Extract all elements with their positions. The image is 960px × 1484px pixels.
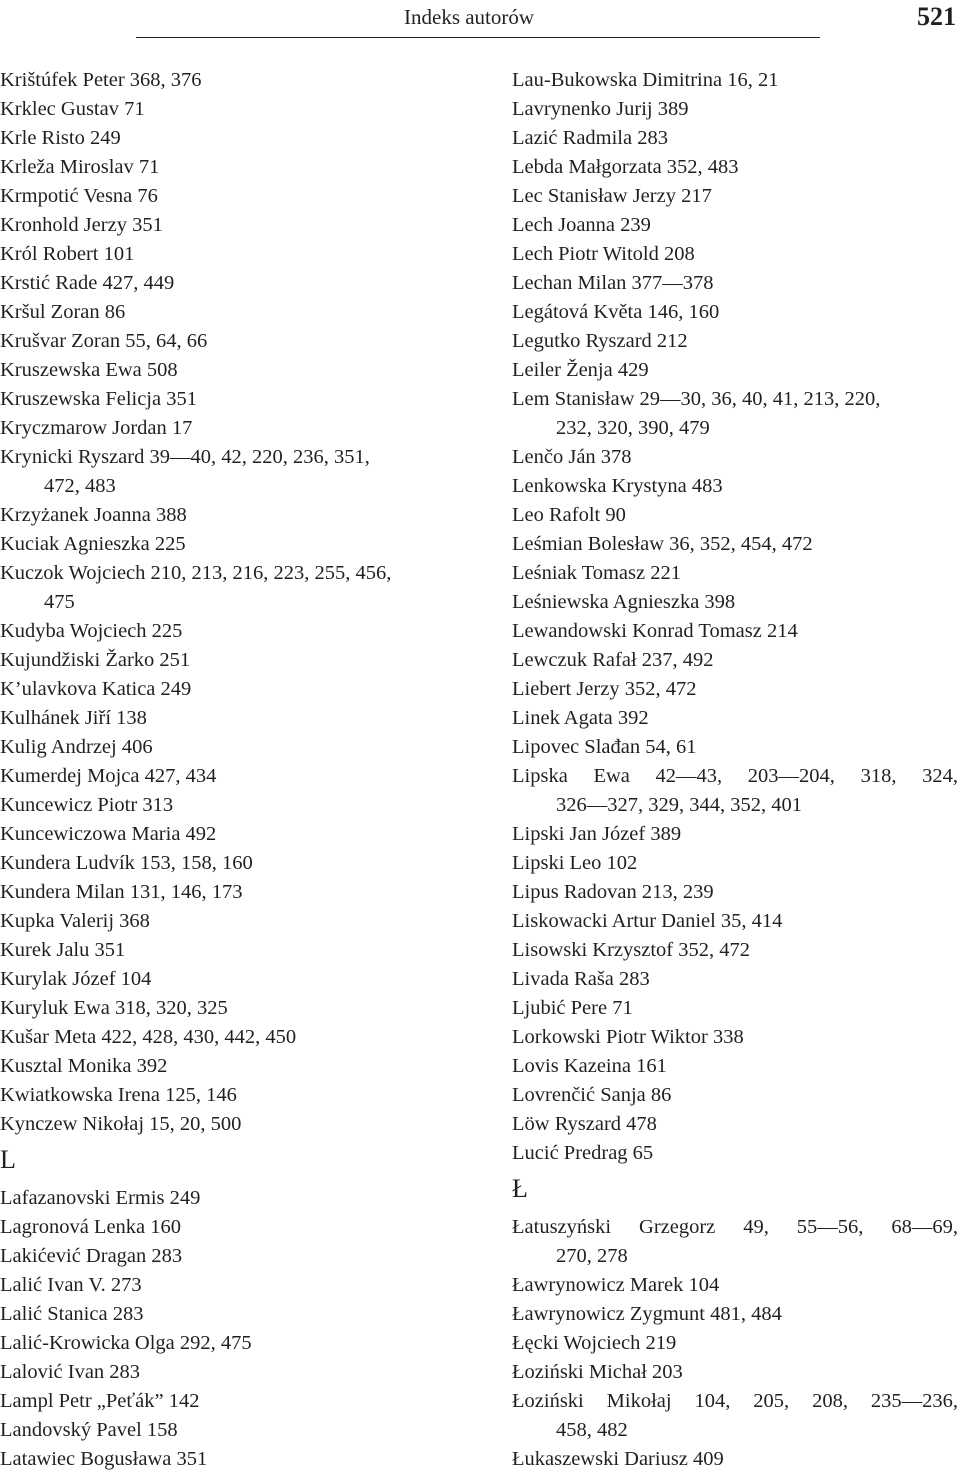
index-entry: Lalić Ivan V. 273 [0, 1274, 142, 1296]
section-letter-l-stroke: Ł [512, 1174, 528, 1203]
index-entries-k [0, 66, 470, 1139]
index-entry: Kruszewska Felicja 351 [0, 388, 197, 410]
index-entry: Ljubić Pere 71 [512, 997, 633, 1019]
index-entry: Lec Stanisław Jerzy 217 [512, 185, 712, 207]
index-entry: Kulig Andrzej 406 [0, 736, 153, 758]
index-entry: Lechan Milan 377—378 [512, 272, 714, 294]
index-entry: Kršul Zoran 86 [0, 301, 126, 323]
running-header-title: Indeks autorów [404, 5, 535, 29]
index-entry: Kumerdej Mojca 427, 434 [0, 765, 217, 787]
index-entry: Landovský Pavel 158 [0, 1419, 178, 1441]
index-entry: Krištúfek Peter 368, 376 [0, 69, 202, 91]
index-entries-l-stroke [512, 1213, 958, 1474]
index-entry: Linek Agata 392 [512, 707, 649, 729]
index-entry: Leśmian Bolesław 36, 352, 454, 472 [512, 533, 813, 555]
index-entry: Kruszewska Ewa 508 [0, 359, 178, 381]
index-entry: Lovrenčić Sanja 86 [512, 1084, 672, 1106]
index-entry: Lucić Predrag 65 [512, 1142, 654, 1164]
index-entry: Krzyżanek Joanna 388 [0, 504, 187, 526]
index-entry: Krušvar Zoran 55, 64, 66 [0, 330, 208, 352]
index-entry: Kundera Ludvík 153, 158, 160 [0, 852, 253, 874]
index-entry: Kundera Milan 131, 146, 173 [0, 881, 243, 903]
index-entry: Lalić Stanica 283 [0, 1303, 144, 1325]
index-entry: Kuncewicz Piotr 313 [0, 794, 174, 816]
index-entry: Kwiatkowska Irena 125, 146 [0, 1084, 237, 1106]
index-entry: Łoziński Michał 203 [512, 1361, 683, 1383]
index-entry: Lalović Ivan 283 [0, 1361, 141, 1383]
index-entry: Łatuszyński Grzegorz 49, 55—56, 68—69, [512, 1216, 958, 1238]
index-entry: Leśniak Tomasz 221 [512, 562, 681, 584]
index-entry: Ławrynowicz Zygmunt 481, 484 [512, 1303, 782, 1325]
index-entry: Legátová Květa 146, 160 [512, 301, 720, 323]
index-entry: Kryczmarow Jordan 17 [0, 417, 193, 439]
index-entry: Lagronová Lenka 160 [0, 1216, 182, 1238]
index-entry: Lalić-Krowicka Olga 292, 475 [0, 1332, 252, 1354]
index-entry: Krklec Gustav 71 [0, 98, 145, 120]
index-entry: Leiler Ženja 429 [512, 359, 649, 381]
index-entries-l [0, 1184, 470, 1474]
index-entry: Kušar Meta 422, 428, 430, 442, 450 [0, 1026, 297, 1048]
index-entry: Lenkowska Krystyna 483 [512, 475, 723, 497]
index-entry: Kurek Jalu 351 [0, 939, 126, 961]
index-entry: Lipovec Slađan 54, 61 [512, 736, 697, 758]
index-entry: Kynczew Nikołaj 15, 20, 500 [0, 1113, 242, 1135]
index-entry-continuation: 475 [44, 591, 75, 613]
index-entry: Lipski Jan Józef 389 [512, 823, 682, 845]
index-entry-continuation: 472, 483 [44, 475, 116, 497]
index-entry: Lazić Radmila 283 [512, 127, 668, 149]
section-letter-l: L [0, 1145, 16, 1174]
index-entry: Łoziński Mikołaj 104, 205, 208, 235—236, [512, 1390, 958, 1412]
index-entry: Ławrynowicz Marek 104 [512, 1274, 720, 1296]
index-entry: Kulhánek Jiří 138 [0, 707, 147, 729]
index-entry: Latawiec Bogusława 351 [0, 1448, 208, 1470]
index-entry: Lavrynenko Jurij 389 [512, 98, 689, 120]
page-number: 521 [917, 2, 956, 31]
index-entry: Kudyba Wojciech 225 [0, 620, 183, 642]
index-entries-l-continued [512, 66, 958, 1168]
index-entry: Kupka Valerij 368 [0, 910, 150, 932]
index-entry: Lorkowski Piotr Wiktor 338 [512, 1026, 744, 1048]
index-entry-continuation: 326—327, 329, 344, 352, 401 [556, 794, 802, 816]
index-entry: Lewczuk Rafał 237, 492 [512, 649, 714, 671]
index-entry: K’ulavkova Katica 249 [0, 678, 192, 700]
index-entry: Liebert Jerzy 352, 472 [512, 678, 697, 700]
index-entry: Lafazanovski Ermis 249 [0, 1187, 201, 1209]
index-entry: Kujundžiski Žarko 251 [0, 649, 191, 671]
index-entry-continuation: 458, 482 [556, 1419, 628, 1441]
index-entry: Krstić Rade 427, 449 [0, 272, 175, 294]
index-entry: Kuncewiczowa Maria 492 [0, 823, 217, 845]
index-entry: Kuczok Wojciech 210, 213, 216, 223, 255, 456, [0, 562, 392, 584]
index-entry: Liskowacki Artur Daniel 35, 414 [512, 910, 783, 932]
index-entry: Król Robert 101 [0, 243, 135, 265]
index-column-right [512, 66, 958, 1474]
index-entry: Löw Ryszard 478 [512, 1113, 657, 1135]
index-entry: Krle Risto 249 [0, 127, 121, 149]
index-entry: Lipus Radovan 213, 239 [512, 881, 714, 903]
index-entry: Łęcki Wojciech 219 [512, 1332, 677, 1354]
index-entry: Kuciak Agnieszka 225 [0, 533, 186, 555]
index-entry: Leo Rafolt 90 [512, 504, 626, 526]
index-entry: Lebda Małgorzata 352, 483 [512, 156, 739, 178]
index-entry: Kronhold Jerzy 351 [0, 214, 163, 236]
index-entry: Lem Stanisław 29—30, 36, 40, 41, 213, 220, [512, 388, 881, 410]
index-entry: Krleža Miroslav 71 [0, 156, 160, 178]
index-entry: Kuryluk Ewa 318, 320, 325 [0, 997, 228, 1019]
index-entry: Kurylak Józef 104 [0, 968, 152, 990]
index-entry: Lipska Ewa 42—43, 203—204, 318, 324, [512, 765, 958, 787]
index-entry: Leśniewska Agnieszka 398 [512, 591, 736, 613]
index-entry: Lech Piotr Witold 208 [512, 243, 695, 265]
index-entry: Livada Raša 283 [512, 968, 650, 990]
index-entry-continuation: 232, 320, 390, 479 [556, 417, 710, 439]
index-entry-continuation: 270, 278 [556, 1245, 628, 1267]
index-entry: Lenčo Ján 378 [512, 446, 632, 468]
index-entry: Lampl Petr „Peťák” 142 [0, 1390, 200, 1412]
index-entry: Lakićević Dragan 283 [0, 1245, 183, 1267]
index-entry: Legutko Ryszard 212 [512, 330, 688, 352]
index-entry: Lovis Kazeina 161 [512, 1055, 667, 1077]
index-entry: Lau-Bukowska Dimitrina 16, 21 [512, 69, 779, 91]
index-entry: Łukaszewski Dariusz 409 [512, 1448, 724, 1470]
header-rule [136, 37, 820, 38]
index-entry: Lisowski Krzysztof 352, 472 [512, 939, 751, 961]
index-entry: Lipski Leo 102 [512, 852, 638, 874]
index-entry: Lech Joanna 239 [512, 214, 651, 236]
index-entry: Lewandowski Konrad Tomasz 214 [512, 620, 798, 642]
index-entry: Krynicki Ryszard 39—40, 42, 220, 236, 351, [0, 446, 370, 468]
index-entry: Krmpotić Vesna 76 [0, 185, 158, 207]
index-entry: Kusztal Monika 392 [0, 1055, 168, 1077]
index-column-left [0, 66, 470, 1474]
